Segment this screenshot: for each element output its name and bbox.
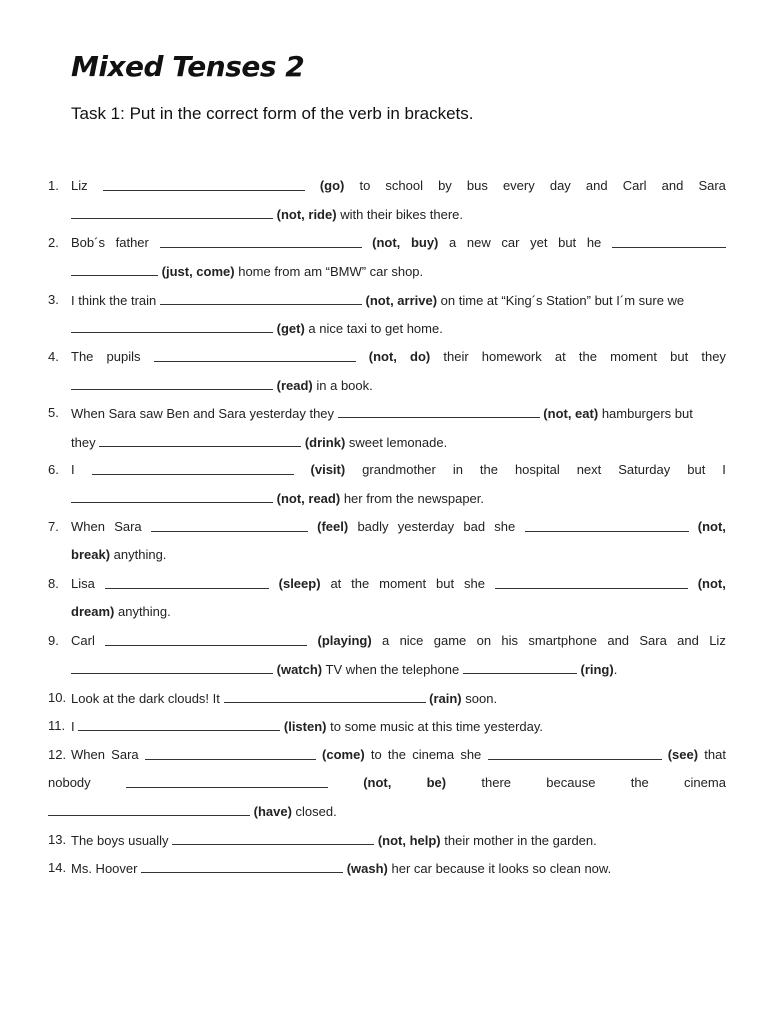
sentence-text: he — [586, 235, 602, 250]
exercise-line — [71, 661, 617, 678]
verb-hint: be) — [426, 775, 447, 790]
sentence-text: a nice taxi to get home. — [308, 321, 443, 336]
sentence-text: soon. — [465, 691, 498, 706]
sentence-text: but — [558, 235, 577, 250]
verb-hint: (not, help) — [377, 833, 441, 848]
sentence-text: she — [463, 576, 485, 591]
sentence-text: sweet lemonade. — [348, 435, 448, 450]
sentence-text: I — [71, 462, 75, 477]
sentence-text: and — [677, 633, 699, 648]
verb-hint: (listen) — [283, 719, 327, 734]
verb-hint: (not, arrive) — [365, 293, 438, 308]
sentence-text: by — [438, 178, 452, 193]
sentence-text: cinema — [684, 775, 726, 790]
sentence-text: closed. — [295, 804, 337, 819]
verb-hint: break) — [71, 547, 111, 562]
sentence-text: their mother in the garden. — [444, 833, 597, 848]
exercise-line — [71, 405, 693, 422]
sentence-text: every — [502, 178, 535, 193]
sentence-text: I — [71, 719, 75, 734]
verb-hint: do) — [410, 349, 431, 364]
verb-hint: (visit) — [310, 462, 346, 477]
sentence-text: Carl — [71, 633, 95, 648]
sentence-text: day — [549, 178, 571, 193]
answer-blank[interactable] — [338, 405, 540, 418]
sentence-text: Liz — [71, 178, 88, 193]
sentence-text: The — [71, 349, 94, 364]
sentence-text: Bob´s — [71, 235, 105, 250]
sentence-text: moment — [610, 349, 658, 364]
answer-blank[interactable] — [172, 832, 374, 845]
exercise-line — [71, 576, 726, 592]
answer-blank[interactable] — [105, 633, 307, 646]
exercise-line — [71, 320, 443, 337]
sentence-text: yesterday — [397, 519, 455, 534]
exercise-line — [48, 803, 337, 820]
sentence-text: bus — [466, 178, 488, 193]
answer-blank[interactable] — [141, 860, 343, 873]
sentence-text: Sara — [114, 519, 142, 534]
answer-blank[interactable] — [71, 661, 273, 674]
verb-hint: (not, read) — [276, 491, 341, 506]
answer-blank[interactable] — [71, 206, 273, 219]
exercise-line — [71, 263, 423, 280]
sentence-text: because — [546, 775, 596, 790]
verb-hint: (feel) — [317, 519, 349, 534]
item-number: 14. — [48, 860, 67, 875]
verb-hint: (not, — [372, 235, 401, 250]
sentence-text: pupils — [106, 349, 141, 364]
task-instruction: Task 1: Put in the correct form of the verb in brackets. — [71, 104, 474, 123]
sentence-text: they — [71, 435, 96, 450]
sentence-text: Saturday — [618, 462, 671, 477]
sentence-text: I think the train — [71, 293, 157, 308]
answer-blank[interactable] — [78, 718, 280, 731]
item-number: 13. — [48, 832, 67, 847]
sentence-text: his — [501, 633, 519, 648]
item-number: 9. — [48, 633, 59, 648]
exercise-line — [71, 178, 726, 194]
sentence-text: car — [501, 235, 520, 250]
verb-hint: (read) — [276, 378, 313, 393]
sentence-text: she — [494, 519, 516, 534]
exercise-line — [71, 718, 543, 735]
exercise-line — [71, 490, 484, 507]
verb-hint: (sleep) — [278, 576, 321, 591]
item-number: 1. — [48, 178, 59, 193]
sentence-text: homework — [481, 349, 542, 364]
sentence-text: grandmother — [362, 462, 436, 477]
sentence-text: father — [115, 235, 149, 250]
verb-hint: (not, — [697, 519, 726, 534]
verb-hint: (have) — [253, 804, 292, 819]
sentence-text: on time at “King´s Station” but I´m sure we — [440, 293, 685, 308]
answer-blank[interactable] — [71, 320, 273, 333]
verb-hint: (get) — [276, 321, 305, 336]
item-number: 8. — [48, 576, 59, 591]
exercise-line — [71, 690, 497, 707]
item-number: 2. — [48, 235, 59, 250]
answer-blank[interactable] — [160, 235, 362, 248]
sentence-text: Sara — [639, 633, 667, 648]
exercise-line — [71, 519, 726, 535]
sentence-text: Sara — [111, 747, 139, 762]
sentence-text: a — [449, 235, 457, 250]
answer-blank[interactable] — [92, 462, 294, 475]
sentence-text: game — [433, 633, 467, 648]
exercise-line — [71, 633, 726, 649]
item-number: 6. — [48, 462, 59, 477]
item-number: 11. — [48, 718, 66, 733]
sentence-text: Liz — [709, 633, 726, 648]
answer-blank[interactable] — [103, 178, 305, 191]
answer-blank[interactable] — [525, 519, 689, 532]
sentence-text: I — [722, 462, 726, 477]
verb-hint: (just, come) — [161, 264, 235, 279]
sentence-text: to some music at this time yesterday. — [330, 719, 544, 734]
exercise-line — [71, 604, 171, 620]
sentence-text: the — [351, 576, 370, 591]
verb-hint: (not, ride) — [276, 207, 337, 222]
answer-blank[interactable] — [145, 747, 316, 760]
exercise-line — [71, 832, 597, 849]
sentence-text: on — [476, 633, 492, 648]
verb-hint: (come) — [322, 747, 365, 762]
item-number: 4. — [48, 349, 59, 364]
answer-blank[interactable] — [612, 235, 726, 248]
answer-blank[interactable] — [488, 747, 662, 760]
sentence-text: in — [452, 462, 463, 477]
sentence-text: Lisa — [71, 576, 95, 591]
verb-hint: (see) — [667, 747, 699, 762]
verb-hint: (not, — [363, 775, 392, 790]
sentence-text: nobody — [48, 775, 91, 790]
sentence-text: with their bikes there. — [340, 207, 464, 222]
answer-blank[interactable] — [495, 576, 688, 589]
verb-hint: (not, — [697, 576, 726, 591]
sentence-text: . — [613, 662, 618, 677]
verb-hint: (not, eat) — [543, 406, 599, 421]
answer-blank[interactable] — [71, 377, 273, 390]
sentence-text: anything. — [117, 604, 171, 619]
sentence-text: TV when the telephone — [325, 662, 460, 677]
exercise-line — [71, 349, 726, 365]
sentence-text: hamburgers but — [601, 406, 693, 421]
answer-blank[interactable] — [154, 349, 356, 362]
verb-hint: (go) — [319, 178, 345, 193]
sentence-text: she — [460, 747, 482, 762]
exercise-line — [48, 775, 726, 791]
sentence-text: new — [466, 235, 491, 250]
sentence-text: smartphone — [528, 633, 598, 648]
sentence-text: a — [382, 633, 390, 648]
item-number: 5. — [48, 405, 59, 420]
worksheet-title: Mixed Tenses 2 — [71, 50, 305, 83]
sentence-text: Look at the dark clouds! It — [71, 691, 220, 706]
sentence-text: bad — [463, 519, 486, 534]
exercise-line — [71, 235, 726, 251]
answer-blank[interactable] — [71, 490, 273, 503]
sentence-text: When Sara saw Ben and Sara yesterday they — [71, 406, 335, 421]
sentence-text: but — [687, 462, 706, 477]
sentence-text: their — [443, 349, 469, 364]
sentence-text: the — [479, 462, 498, 477]
exercise-line — [71, 292, 684, 309]
answer-blank[interactable] — [71, 263, 158, 276]
sentence-text: at — [554, 349, 566, 364]
verb-hint: (rain) — [429, 691, 462, 706]
answer-blank[interactable] — [126, 775, 328, 788]
sentence-text: there — [481, 775, 512, 790]
verb-hint: (drink) — [304, 435, 346, 450]
sentence-text: yet — [530, 235, 548, 250]
verb-hint: dream) — [71, 604, 115, 619]
sentence-text: but — [436, 576, 455, 591]
sentence-text: nice — [399, 633, 424, 648]
sentence-text: school — [385, 178, 423, 193]
sentence-text: badly — [357, 519, 389, 534]
sentence-text: home from am “BMW” car shop. — [238, 264, 424, 279]
answer-blank[interactable] — [99, 434, 301, 447]
answer-blank[interactable] — [151, 519, 308, 532]
answer-blank[interactable] — [48, 803, 250, 816]
verb-hint: buy) — [410, 235, 439, 250]
sentence-text: the — [387, 747, 406, 762]
sentence-text: they — [701, 349, 726, 364]
exercise-line — [71, 747, 726, 763]
sentence-text: Ms. Hoover — [71, 861, 138, 876]
exercise-line — [71, 206, 463, 223]
sentence-text: her car because it looks so clean now. — [391, 861, 612, 876]
sentence-text: When — [71, 747, 105, 762]
sentence-text: cinema — [412, 747, 455, 762]
sentence-text: the — [630, 775, 649, 790]
sentence-text: and — [661, 178, 684, 193]
item-number: 12. — [48, 747, 67, 762]
sentence-text: Carl — [622, 178, 647, 193]
sentence-text: hospital — [514, 462, 560, 477]
exercise-line — [71, 860, 611, 877]
sentence-text: to — [370, 747, 382, 762]
verb-hint: (playing) — [317, 633, 372, 648]
verb-hint: (wash) — [346, 861, 388, 876]
sentence-text: her from the newspaper. — [343, 491, 485, 506]
verb-hint: (ring) — [580, 662, 614, 677]
sentence-text: When — [71, 519, 105, 534]
sentence-text: and — [607, 633, 630, 648]
answer-blank[interactable] — [463, 661, 577, 674]
sentence-text: and — [585, 178, 608, 193]
sentence-text: at — [330, 576, 342, 591]
exercise-line — [71, 377, 373, 394]
item-number: 7. — [48, 519, 59, 534]
sentence-text: The boys usually — [71, 833, 169, 848]
item-number: 10. — [48, 690, 67, 705]
sentence-text: next — [576, 462, 602, 477]
sentence-text: in a book. — [316, 378, 373, 393]
exercise-line — [71, 547, 166, 563]
sentence-text: Sara — [698, 178, 726, 193]
sentence-text: anything. — [113, 547, 167, 562]
answer-blank[interactable] — [224, 690, 426, 703]
sentence-text: but — [670, 349, 689, 364]
verb-hint: (not, — [368, 349, 397, 364]
sentence-text: moment — [379, 576, 427, 591]
sentence-text: the — [578, 349, 597, 364]
item-number: 3. — [48, 292, 59, 307]
sentence-text: to — [359, 178, 371, 193]
answer-blank[interactable] — [160, 292, 362, 305]
exercise-line — [71, 462, 726, 478]
verb-hint: (watch) — [276, 662, 323, 677]
answer-blank[interactable] — [105, 576, 269, 589]
sentence-text: that — [704, 747, 726, 762]
exercise-line — [71, 434, 447, 451]
